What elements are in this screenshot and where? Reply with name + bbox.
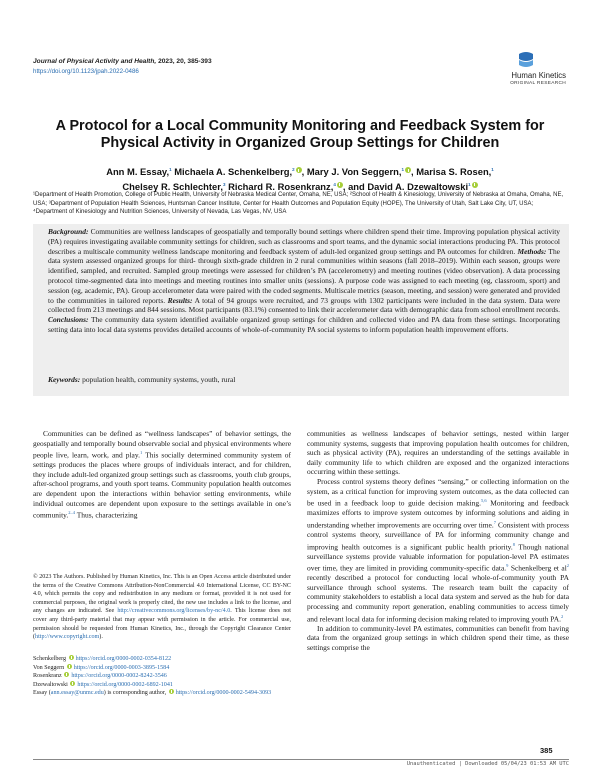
- corresponding-author: Essay (ann.essay@unmc.edu) is corresponding author, https://orcid.org/0000-0002-5494-3093: [33, 690, 272, 696]
- author: Michaela A. Schenkelberg,$^2$ ,: [174, 166, 305, 178]
- license-link[interactable]: http://creativecommons.org/licenses/by-nc/4.0: [117, 608, 231, 615]
- copyright-link[interactable]: http://www.copyright.com: [35, 634, 100, 641]
- orcid-icon[interactable]: [296, 167, 302, 173]
- orcid-icon: [64, 672, 69, 677]
- orcid-icon: [169, 689, 174, 694]
- author: and David A. Dzewaltowski$^1$: [348, 181, 478, 192]
- download-stamp: Unauthenticated | Downloaded 05/04/23 01:53 AM UTC: [406, 761, 569, 767]
- publisher-name: Human Kinetics: [511, 71, 566, 80]
- paragraph: Process control systems theory defines “sensing,” or collecting information on the system, as a critical function for improving system outcomes, as the data collected can be used in a feedback loop to guide decision making.$^{5,6}$ Monitoring and feedback maximizes efforts to improve system outcomes by informing solutions and aiding in understanding whether improvements are occurring over time.$^7$ Consistent with process control systems theory, surveillance of PA for informing community change and improving health outcomes is a significant public health priority.$^8$ Though national surveillance systems provide valuable information for population-level PA estimates over time, they are limited in providing community-specific data.$^9$ Schenkelberg et $al^2$ recently described a protocol for conducting local whole-of-community youth PA surveillance through school systems. The research team built the capacity of community stakeholders to establish a local data system and served as the hub for data processing and community report generation, enabling communities to access timely and relevant local data for informing decision making related to improving youth PA.$^2$: [307, 476, 570, 624]
- orcid-list: [33, 655, 291, 698]
- paragraph: communities as wellness landscapes of behavior settings, nested within larger community systems, suggests that improving population health outcomes for children, such as physical activity (PA), requires an understanding of the settings available in daily community life to which children are exposed and the organized interactions occurring within these settings.: [307, 429, 569, 477]
- orcid-icon[interactable]: [405, 167, 411, 173]
- article-title: A Protocol for a Local Community Monitoring and Feedback System for Physical Activity in Organized Group Settings for Children: [55, 118, 545, 151]
- affiliations: ¹Department of Health Promotion, College of Public Health, University of Nebraska Medical Center, Omaha, NE, USA; ²School of Health & Kinesiology, University of Nebraska at Omaha, Omaha, NE, USA; ³Department of Population Health Sciences, Huntsman Cancer Institute, Center for Health Outcomes and Population Equity (HOPE), The University of Utah, Salt Lake City, UT, USA; ⁴Department of Kinesiology and Nutrition Sciences, University of Nevada, Las Vegas, NV, USA: [33, 192, 564, 215]
- orcid-icon: [70, 681, 75, 686]
- footer-divider: [33, 759, 569, 760]
- abstract-label-results: Results:: [167, 295, 193, 305]
- journal-volume: 2023, 20, 385-393: [156, 58, 212, 65]
- paragraph: Communities can be defined as “wellness landscapes” of behavior settings, the geospatially and temporally bound observable social and physical environments where people live, learn, work, and play.$^1$ This socially determined community system of settings produces the places where groups of individuals interact, and for children, they include adult-led organized group settings such as classrooms, youth club groups, after-school programs, and youth sport teams. Community population health outcomes are dependent upon the interactions within behavior setting environments, while individual outcomes are dependent upon exposure to the settings available in one’s community.$^{2-4}$ Thus, characterizing: [33, 429, 291, 520]
- abstract-label-methods: Methods:: [517, 246, 547, 256]
- author: Marisa S. Rosen,$^1$: [416, 166, 494, 178]
- journal-name: Journal of Physical Activity and Health,: [33, 58, 157, 65]
- abstract-label-background: Background:: [48, 227, 89, 236]
- email-link[interactable]: ann.essay@unmc.edu: [50, 690, 104, 696]
- paragraph: In addition to community-level PA estimates, communities can benefit from having data from the organized group settings in which children spend their time, as these settings comprise the: [307, 623, 569, 652]
- body-column-left: [33, 429, 291, 520]
- orcid-link[interactable]: https://orcid.org/0000-0002-0354-8122: [75, 656, 172, 662]
- page-number: 385: [540, 746, 553, 755]
- keywords-label: Keywords:: [48, 375, 81, 384]
- keywords: Keywords: population health, community systems, youth, rural: [48, 375, 236, 384]
- abstract: Background: Communities are wellness landscapes of geospatially and temporally bound settings where children spend their time. Improving population physical activity (PA) requires investigating available community settings for children, such as classrooms and sport teams, and the dynamic social interactions producing PA. This protocol describes a multiscale community wellness landscape monitoring and feedback system of adult-led organized group settings and PA outcomes for children. Methods: The data system assessed organized groups for third- through sixth-grade children in 2 rural communities within seasons (fall 2018–2019). Within each season, groups were identified, sampled, and recruited. Sampled group meetings were assessed for children’s PA (accelerometry) and meeting routines (video observation). A data processing protocol time-segmented data into meetings and meeting routines into smaller units (sessions). A purpose code was assigned to each meeting (eg, classroom, sport) and session (eg, academic, PA). Group accelerometer data were paired with the coded segments. Multiscale metrics (season, meeting, and session) were generated and provided to the communities in tailored reports. Results: A total of 94 groups were recruited, and 73 groups with 1302 participants were included in the data system. Data were collected from 213 meetings and 844 sessions. Most participants (83.1%) consented to link their accelerometer data with demographic data from school enrollment records. Conclusions: The community data system identified available organized group settings for children and collected video and PA data from these settings. Incorporating setting data into local data systems provides detailed accounts of whole-of-community PA social systems to inform population health improvement efforts.: [48, 227, 560, 334]
- orcid-icon: [69, 655, 74, 660]
- orcid-row: Von Seggern https://orcid.org/0000-0003-3895-1584: [33, 664, 170, 671]
- orcid-link[interactable]: https://orcid.org/0000-0002-8242-3546: [71, 673, 167, 679]
- publisher-logo: [486, 50, 566, 88]
- article-type: ORIGINAL RESEARCH: [510, 81, 566, 86]
- license-footnote: © 2023 The Authors. Published by Human Kinetics, Inc. This is an Open Access article distributed under the terms of the Creative Commons Attribution-NonCommercial 4.0 International License, CC BY-NC 4.0, which permits the copy and redistribution in any medium or format, provided it is not used for commercial purposes, the original work is properly cited, the new use includes a link to the license, and any changes are indicated. See http://creativecommons.org/licenses/by-nc/4.0. This license does not cover any third-party material that may appear with permission in the article. For commercial use, permission should be requested from Human Kinetics, Inc., through the Copyright Clearance Center (http://www.copyright.com).: [33, 574, 292, 641]
- journal-citation: [33, 58, 212, 65]
- body-column-right: [307, 429, 569, 652]
- orcid-icon[interactable]: [472, 182, 478, 188]
- author-list: [40, 164, 560, 193]
- orcid-row: Dzewaltowski https://orcid.org/0000-0002-6892-1041: [33, 681, 173, 688]
- orcid-link[interactable]: https://orcid.org/0000-0003-3895-1584: [73, 664, 170, 671]
- human-kinetics-icon: [516, 50, 536, 70]
- abstract-label-conclusions: Conclusions:: [48, 315, 89, 325]
- orcid-icon: [67, 664, 72, 669]
- orcid-row: Rosenkranz https://orcid.org/0000-0002-8242-3546: [33, 673, 167, 679]
- orcid-icon[interactable]: [337, 182, 343, 188]
- orcid-link[interactable]: https://orcid.org/0000-0002-5494-3093: [175, 690, 272, 696]
- author: Chelsey R. Schlechter,$^3$: [122, 180, 226, 192]
- author: Richard R. Rosenkranz,$^4$ ,: [228, 180, 346, 192]
- orcid-link[interactable]: https://orcid.org/0000-0002-6892-1041: [77, 681, 173, 688]
- doi-link[interactable]: https://doi.org/10.1123/jpah.2022-0486: [33, 68, 139, 75]
- author: Mary J. Von Seggern,$^1$ ,: [306, 166, 414, 178]
- author: Ann M. Essay,$^1$: [106, 166, 172, 178]
- orcid-row: Schenkelberg https://orcid.org/0000-0002-0354-8122: [33, 656, 172, 662]
